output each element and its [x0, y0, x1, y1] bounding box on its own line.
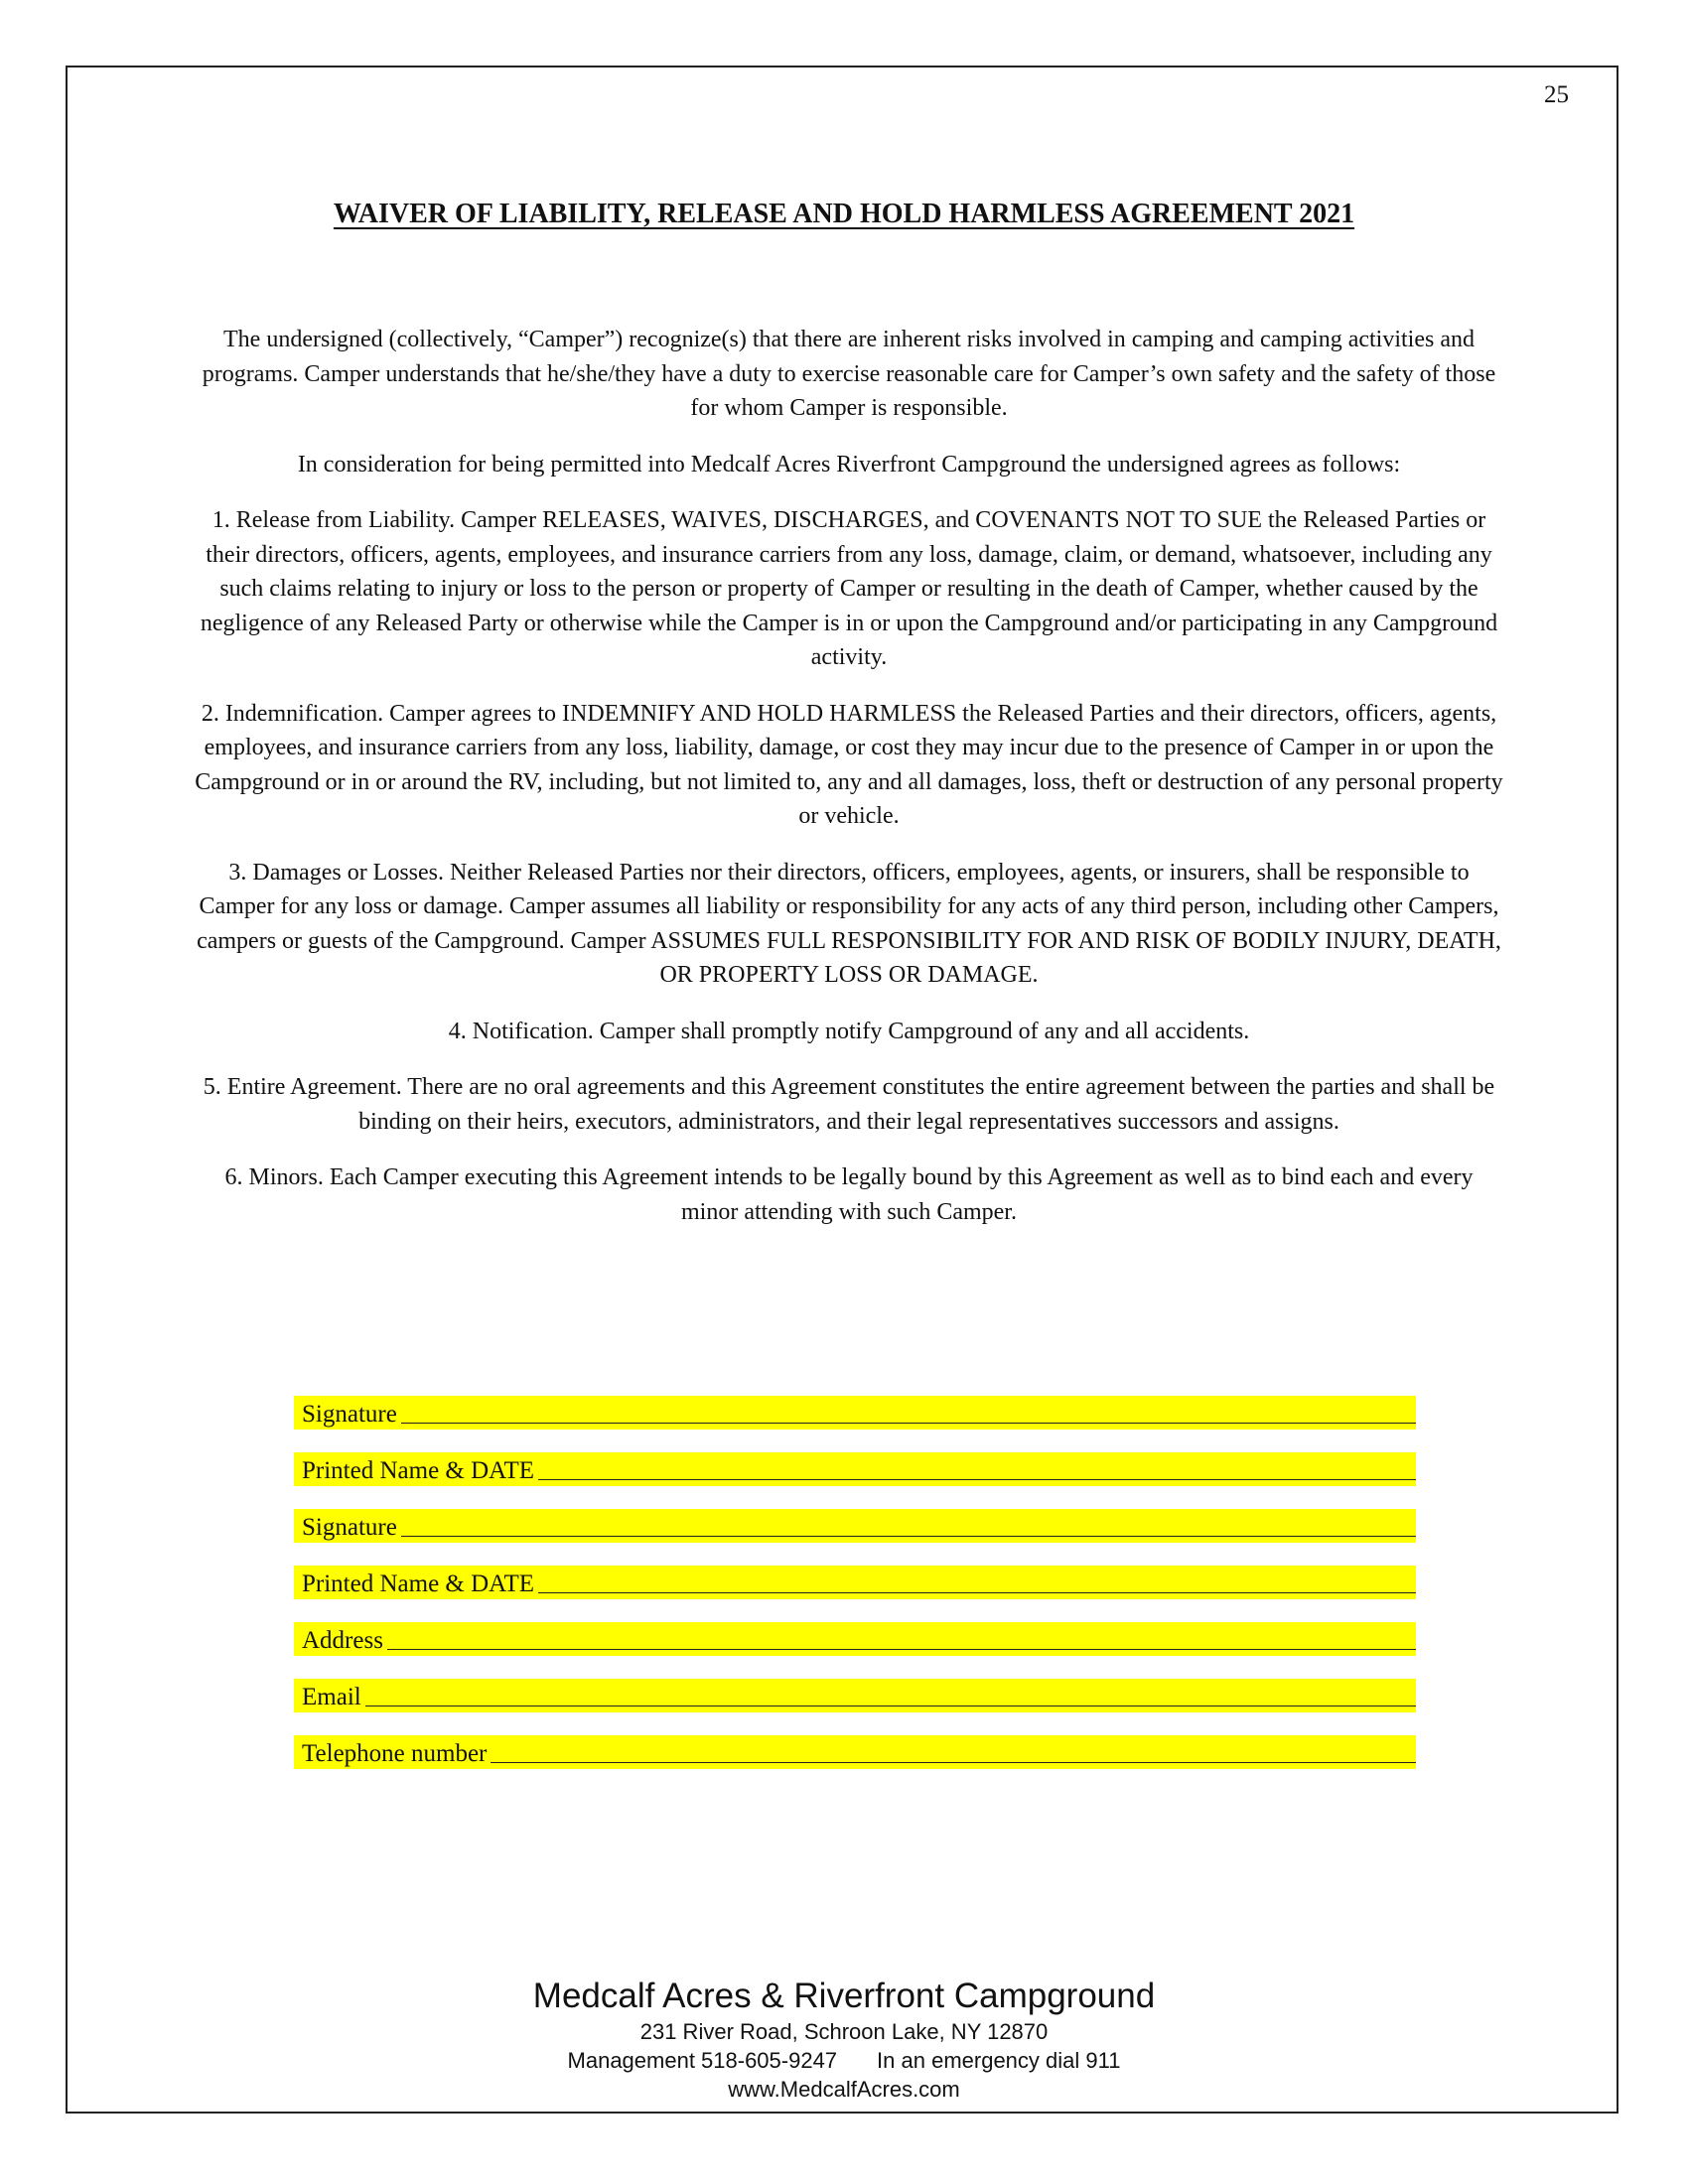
telephone-field[interactable]: [294, 1735, 1416, 1769]
footer-emergency: In an emergency dial 911: [877, 2048, 1121, 2073]
signature-label: Signature: [302, 1514, 397, 1541]
document-title-text: WAIVER OF LIABILITY, RELEASE AND HOLD HARMLESS AGREEMENT 2021: [333, 199, 1355, 229]
printed-name-date-line[interactable]: [538, 1588, 1416, 1593]
email-line[interactable]: [365, 1702, 1416, 1706]
printed-name-date-label: Printed Name & DATE: [302, 1457, 534, 1484]
address-label: Address: [302, 1627, 383, 1654]
address-line[interactable]: [387, 1645, 1416, 1650]
footer: [0, 1976, 1688, 2104]
footer-website-link[interactable]: www.MedcalfAcres.com: [728, 2077, 960, 2102]
footer-org-name: Medcalf Acres & Riverfront Campground: [532, 1977, 1156, 2015]
intro-paragraph: The undersigned (collectively, “Camper”) recognize(s) that there are inherent risks involved in camping and camping activities and programs. Camper understands that he/she/they have a duty to exercise reasonable care for Camper’s own safety and the safety of those for whom Camper is responsible.: [202, 327, 1496, 421]
telephone-line[interactable]: [491, 1758, 1416, 1763]
printed-name-date-label: Printed Name & DATE: [302, 1570, 534, 1597]
page-number: 25: [1544, 81, 1569, 108]
signature-block: [294, 1396, 1416, 1792]
indemnification-clause: 2. Indemnification. Camper agrees to INDEMNIFY AND HOLD HARMLESS the Released Parties and their directors, officers, agents, employees, and insurance carriers from any loss, liability, damage, or cost they may incur due to the presence of Camper in or upon the Campground or in or around the RV, including, but not limited to, any and all damages, loss, theft or destruction of any personal property or vehicle.: [195, 700, 1503, 829]
minors-clause: 6. Minors. Each Camper executing this Agreement intends to be legally bound by this Agreement as well as to bind each and every minor attending with such Camper.: [224, 1164, 1474, 1225]
telephone-label: Telephone number: [302, 1740, 488, 1767]
signature-label: Signature: [302, 1401, 397, 1428]
document-title: [0, 199, 1688, 230]
footer-contact: [0, 2046, 1688, 2075]
damages-clause: 3. Damages or Losses. Neither Released Parties nor their directors, officers, employees, agents, or insurers, shall be responsible to Camper for any loss or damage. Camper assumes all liability or responsibility for any acts of any third person, including other Campers, campers or guests of the Campground. Camper ASSUMES FULL RESPONSIBILITY FOR AND RISK OF BODILY INJURY, DEATH, OR PROPERTY LOSS OR DAMAGE.: [197, 859, 1501, 988]
printed-name-date-field-2[interactable]: [294, 1566, 1416, 1599]
entire-agreement-clause: 5. Entire Agreement. There are no oral agreements and this Agreement constitutes the entire agreement between the parties and shall be binding on their heirs, executors, administrators, and their legal representatives successors and assigns.: [203, 1074, 1495, 1135]
signature-line[interactable]: [401, 1419, 1416, 1424]
footer-address: 231 River Road, Schroon Lake, NY 12870: [639, 2019, 1049, 2044]
footer-management-phone: Management 518-605-9247: [567, 2048, 838, 2073]
address-field[interactable]: [294, 1622, 1416, 1656]
consideration-paragraph: In consideration for being permitted into Medcalf Acres Riverfront Campground the undersigned agrees as follows:: [297, 451, 1401, 478]
email-field[interactable]: [294, 1679, 1416, 1712]
signature-field-1[interactable]: [294, 1396, 1416, 1430]
printed-name-date-field-1[interactable]: [294, 1452, 1416, 1486]
release-clause: 1. Release from Liability. Camper RELEASES, WAIVES, DISCHARGES, and COVENANTS NOT TO SUE the Released Parties or their directors, officers, agents, employees, and insurance carriers from any loss, damage, claim, or demand, whatsoever, including any such claims relating to injury or loss to the person or property of Camper or resulting in the death of Camper, whether caused by the negligence of any Released Party or otherwise while the Camper is in or upon the Campground and/or participating in any Campground activity.: [200, 507, 1498, 670]
notification-clause: 4. Notification. Camper shall promptly notify Campground of any and all accidents.: [448, 1018, 1250, 1044]
printed-name-date-line[interactable]: [538, 1475, 1416, 1480]
signature-line[interactable]: [401, 1532, 1416, 1537]
signature-field-2[interactable]: [294, 1509, 1416, 1543]
agreement-body: [194, 323, 1504, 1251]
email-label: Email: [302, 1684, 361, 1710]
